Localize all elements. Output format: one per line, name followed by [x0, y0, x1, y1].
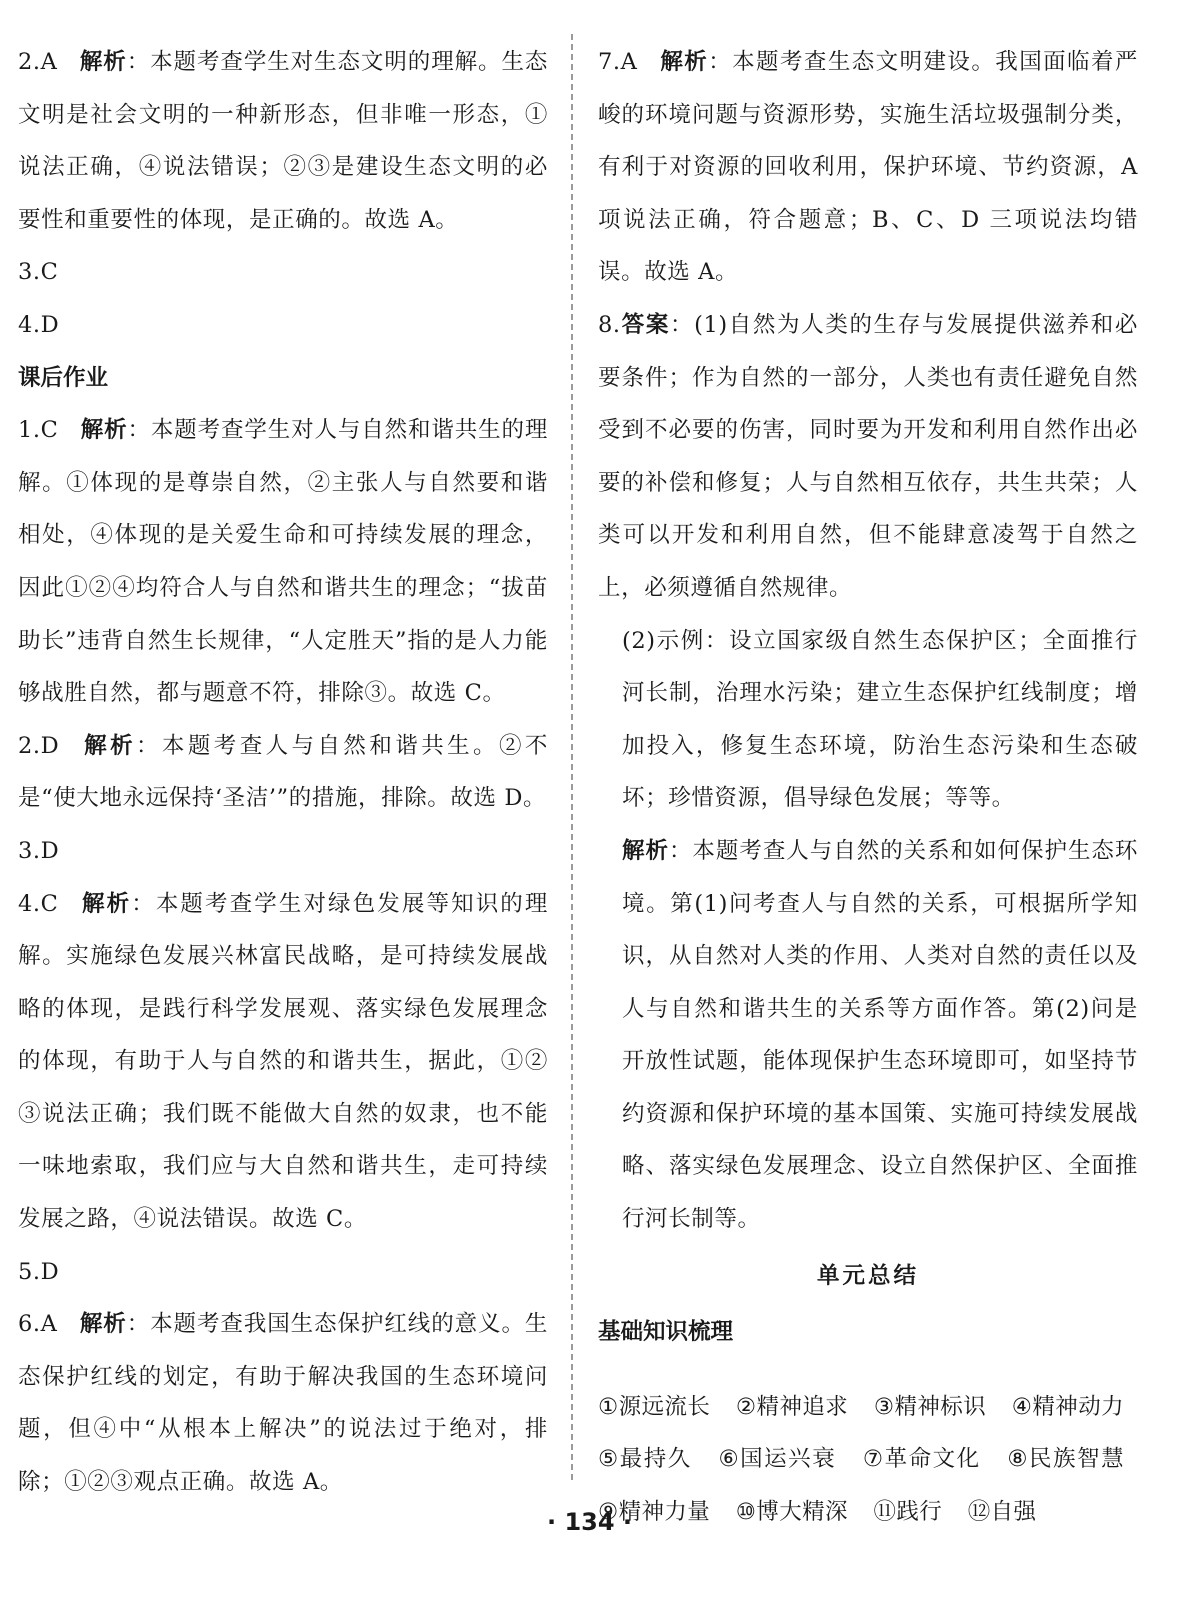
item-number: 5.: [18, 1258, 41, 1285]
item-number: 6.: [18, 1311, 41, 1338]
item-number: 8.: [598, 311, 621, 338]
knowledge-item: ⑤最持久: [598, 1446, 692, 1473]
answer-item: [598, 299, 1138, 615]
item-answer: D: [40, 732, 60, 759]
answer-item: [598, 36, 1138, 299]
item-number: 3.: [18, 837, 41, 864]
analysis-text: ：本题考查我国生态保护红线的意义。生态保护红线的划定，有助于解决我国的生态环境问题，但④中“从根本上解决”的说法过于绝对，排除；①②③观点正确。故选 A。: [18, 1311, 548, 1496]
item-number: 3.: [18, 259, 41, 286]
unit-summary-heading: 单元总结: [816, 1262, 919, 1289]
analysis-label: 解析: [79, 1311, 127, 1338]
item-number: 1.: [18, 417, 41, 444]
item-number: 2.: [18, 732, 41, 759]
answer-part-2: (2)示例：设立国家级自然生态保护区；全面推行河长制，治理水污染；建立生态保护红线制度；增加投入，修复生态环境，防治生态污染和生态破坏；珍惜资源，倡导绿色发展；等等。: [622, 627, 1138, 812]
item-answer: D: [40, 837, 60, 864]
knowledge-item: ⑩博大精深: [735, 1498, 848, 1525]
answer-item: [18, 299, 548, 352]
item-answer: D: [40, 1258, 60, 1285]
knowledge-item: ②精神追求: [735, 1393, 849, 1420]
knowledge-item: ⑫自强: [967, 1498, 1037, 1525]
answer-item: [18, 720, 548, 825]
answer-part-1: ：(1)自然为人类的生存与发展提供滋养和必要条件；作为自然的一部分，人类也有责任避免自然受到不必要的伤害，同时要为开发和利用自然作出必要的补偿和修复；人与自然相互依存，共生共荣；人类可以开发和利用自然，但不能肆意凌驾于自然之上，必须遵循自然规律。: [598, 311, 1138, 601]
item-answer: C: [40, 417, 59, 444]
analysis-label: 解析: [80, 890, 132, 917]
answer-item: [18, 1246, 548, 1299]
basics-heading: 基础知识梳理: [598, 1318, 734, 1345]
column-divider: [571, 34, 573, 1480]
answer-analysis: [598, 825, 1138, 1246]
analysis-text: ：本题考查生态文明建设。我国面临着严峻的环境问题与资源形势，实施生活垃圾强制分类，有利于对资源的回收利用，保护环境、节约资源，A 项说法正确，符合题意；B、C、D 三项说法均错误。故选 A。: [598, 49, 1138, 286]
answer-item: [18, 878, 548, 1246]
knowledge-item: ⑦革命文化: [862, 1446, 981, 1473]
knowledge-item: ③精神标识: [873, 1393, 987, 1420]
analysis-label: 解析: [79, 49, 127, 75]
knowledge-item: ⑨精神力量: [598, 1498, 711, 1525]
item-answer: A: [620, 49, 638, 75]
analysis-text: ：本题考查学生对生态文明的理解。生态文明是社会文明的一种新形态，但非唯一形态，①说法正确，④说法错误；②③是建设生态文明的必要性和重要性的体现，是正确的。故选 A。: [18, 49, 548, 233]
analysis-text: ：本题考查人与自然和谐共生。②不是“使大地永远保持‘圣洁’”的措施，排除。故选 D。: [18, 732, 548, 812]
answer-item: [18, 1298, 548, 1508]
analysis-text: ：本题考查学生对人与自然和谐共生的理解。①体现的是尊崇自然，②主张人与自然要和谐相处，④体现的是关爱生命和可持续发展的理念，因此①②④均符合人与自然和谐共生的理念；“拔苗助长”违背自然生长规律，“人定胜天”指的是人力能够战胜自然，都与题意不符，排除③。故选 C。: [18, 417, 548, 707]
item-number: 4.: [18, 311, 41, 338]
analysis-text: ：本题考查人与自然的关系和如何保护生态环境。第(1)问考查人与自然的关系，可根据所学知识，从自然对人类的作用、人类对自然的责任以及人与自然和谐共生的关系等方面作答。第(2)问是开放性试题，能体现保护生态环境即可，如坚持节约资源和保护环境的基本国策、实施可持续发展战略、落实绿色发展理念、设立自然保护区、全面推行河长制等。: [622, 837, 1138, 1233]
knowledge-item: ⑪践行: [873, 1498, 943, 1525]
answer-item: [18, 825, 548, 878]
item-answer: D: [40, 311, 60, 338]
analysis-label: 解析: [659, 49, 709, 75]
item-answer: A: [40, 1311, 58, 1338]
knowledge-item: ⑧民族智慧: [1007, 1446, 1124, 1473]
item-answer: C: [40, 890, 59, 917]
homework-heading: 课后作业: [18, 364, 109, 391]
analysis-label: 解析: [81, 732, 136, 759]
item-number: 4.: [18, 890, 41, 917]
answer-item: [18, 404, 548, 720]
analysis-label: 解析: [80, 417, 128, 444]
knowledge-item: ⑥国运兴衰: [718, 1446, 837, 1473]
left-column: [18, 36, 548, 1509]
analysis-label: 解析: [622, 837, 669, 864]
answer-item: [18, 36, 548, 246]
item-answer: A: [40, 49, 58, 75]
right-column: [598, 36, 1138, 1561]
item-number: 7.: [598, 49, 621, 75]
knowledge-item: ①源远流长: [598, 1393, 711, 1420]
page-number: · 134 ·: [546, 1508, 633, 1536]
knowledge-item: ④精神动力: [1011, 1393, 1125, 1420]
answer-label: 答案: [620, 311, 670, 338]
item-number: 2.: [18, 49, 41, 75]
item-answer: C: [40, 259, 59, 286]
answer-item: [18, 246, 548, 299]
analysis-text: ：本题考查学生对绿色发展等知识的理解。实施绿色发展兴林富民战略，是可持续发展战略的体现，是践行科学发展观、落实绿色发展理念的体现，有助于人与自然的和谐共生，据此，①②③说法正确；我们既不能做大自然的奴隶，也不能一味地索取，我们应与大自然和谐共生，走可持续发展之路，④说法错误。故选 C。: [18, 890, 548, 1233]
